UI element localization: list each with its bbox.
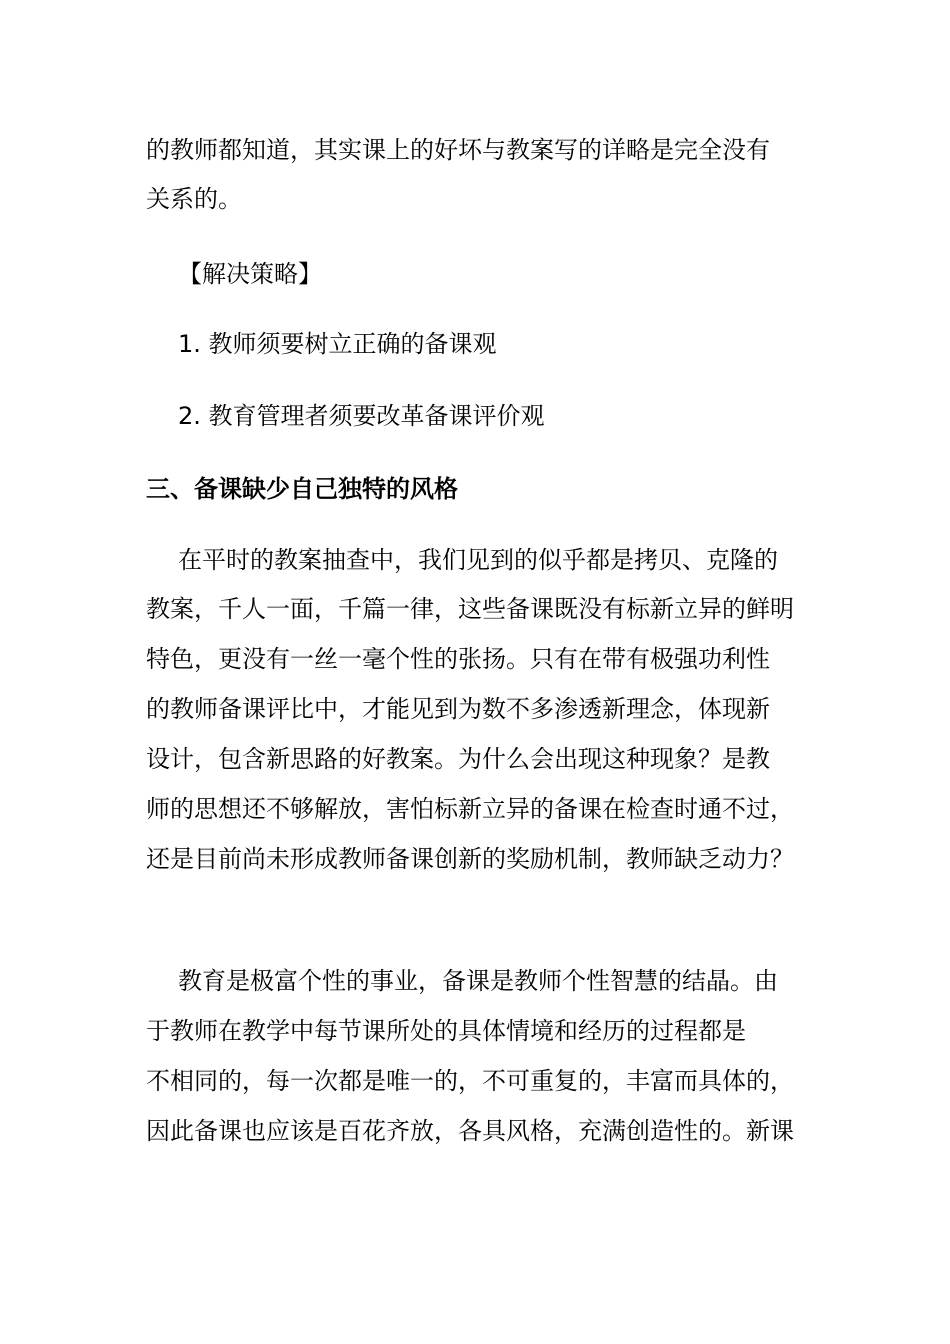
strategy-item-2: 2. 教育管理者须要改革备课评价观 xyxy=(178,402,545,430)
section-three-p1-line-7: 还是目前尚未形成教师备课创新的奖励机制，教师缺乏动力？ xyxy=(146,845,794,873)
strategy-title: 【解决策略】 xyxy=(178,260,322,288)
section-three-p1-line-3: 特色，更没有一丝一毫个性的张扬。只有在带有极强功利性 xyxy=(146,645,770,673)
section-three-p2-line-4: 因此备课也应该是百花齐放，各具风格，充满创造性的。新课 xyxy=(146,1117,794,1145)
intro-line-1: 的教师都知道，其实课上的好坏与教案写的详略是完全没有 xyxy=(146,136,770,164)
section-three-p2-line-1: 教育是极富个性的事业，备课是教师个性智慧的结晶。由 xyxy=(178,967,778,995)
strategy-item-1: 1. 教师须要树立正确的备课观 xyxy=(178,330,497,358)
section-three-p1-line-4: 的教师备课评比中，才能见到为数不多渗透新理念，体现新 xyxy=(146,695,770,723)
section-three-p1-line-2: 教案，千人一面，千篇一律，这些备课既没有标新立异的鲜明 xyxy=(146,595,794,623)
section-three-p1-line-1: 在平时的教案抽查中，我们见到的似乎都是拷贝、克隆的 xyxy=(178,546,778,574)
section-three-p2-line-3: 不相同的，每一次都是唯一的，不可重复的，丰富而具体的， xyxy=(146,1067,794,1095)
section-three-p1-line-5: 设计，包含新思路的好教案。为什么会出现这种现象？是教 xyxy=(146,745,770,773)
section-three-heading: 三、备课缺少自己独特的风格 xyxy=(146,475,458,503)
section-three-p1-line-6: 师的思想还不够解放，害怕标新立异的备课在检查时通不过， xyxy=(146,795,794,823)
intro-line-2: 关系的。 xyxy=(146,185,242,213)
section-three-p2-line-2: 于教师在教学中每节课所处的具体情境和经历的过程都是 xyxy=(146,1017,746,1045)
